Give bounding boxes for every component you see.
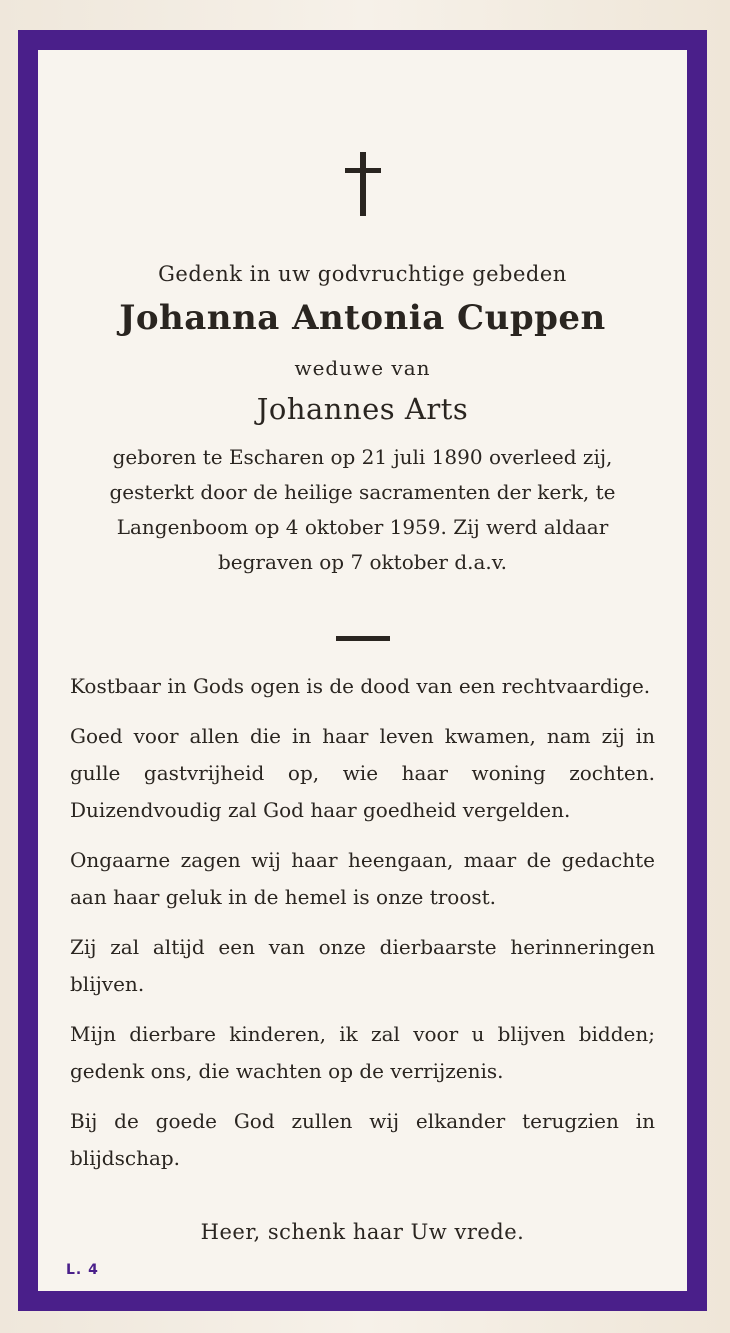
mourning-border [18,30,707,1311]
print-code: L. 4 [66,1262,99,1278]
intro-text: Gedenk in uw godvruchtige gebeden [158,262,567,286]
paragraph: Bij de goede God zullen wij elkander terugzien in blijdschap. [70,1109,655,1170]
bio-line: begraven op 7 oktober d.a.v. [217,550,508,574]
cross-icon [345,152,381,216]
relation-text: weduwe van [294,356,431,380]
bio-line: gesterkt door de heilige sacramenten der kerk, te [109,480,616,504]
header-block [38,262,687,580]
biography [38,440,687,580]
card-content [38,50,687,1291]
closing-prayer: Heer, schenk haar Uw vrede. [200,1220,525,1244]
paragraph: Kostbaar in Gods ogen is de dood van een rechtvaardige. [70,674,651,698]
paragraph: Mijn dierbare kinderen, ik zal voor u blijven bidden; gedenk ons, die wachten op de verrijzenis. [70,1022,655,1083]
paragraph: Goed voor allen die in haar leven kwamen, nam zij in gulle gastvrijheid op, wie haar woning zochten. Duizendvoudig zal God haar goedheid vergelden. [70,724,655,822]
paragraph: Ongaarne zagen wij haar heengaan, maar de gedachte aan haar geluk in de hemel is onze troost. [70,848,655,909]
divider [336,636,390,641]
deceased-name: Johanna Antonia Cuppen [119,298,606,338]
spouse-name: Johannes Arts [256,392,469,426]
bio-line: Langenboom op 4 oktober 1959. Zij werd aldaar [116,515,609,539]
paragraph: Zij zal altijd een van onze dierbaarste herinneringen blijven. [70,935,655,996]
memorial-text [70,668,655,1190]
bio-line: geboren te Escharen op 21 juli 1890 overleed zij, [112,445,613,469]
